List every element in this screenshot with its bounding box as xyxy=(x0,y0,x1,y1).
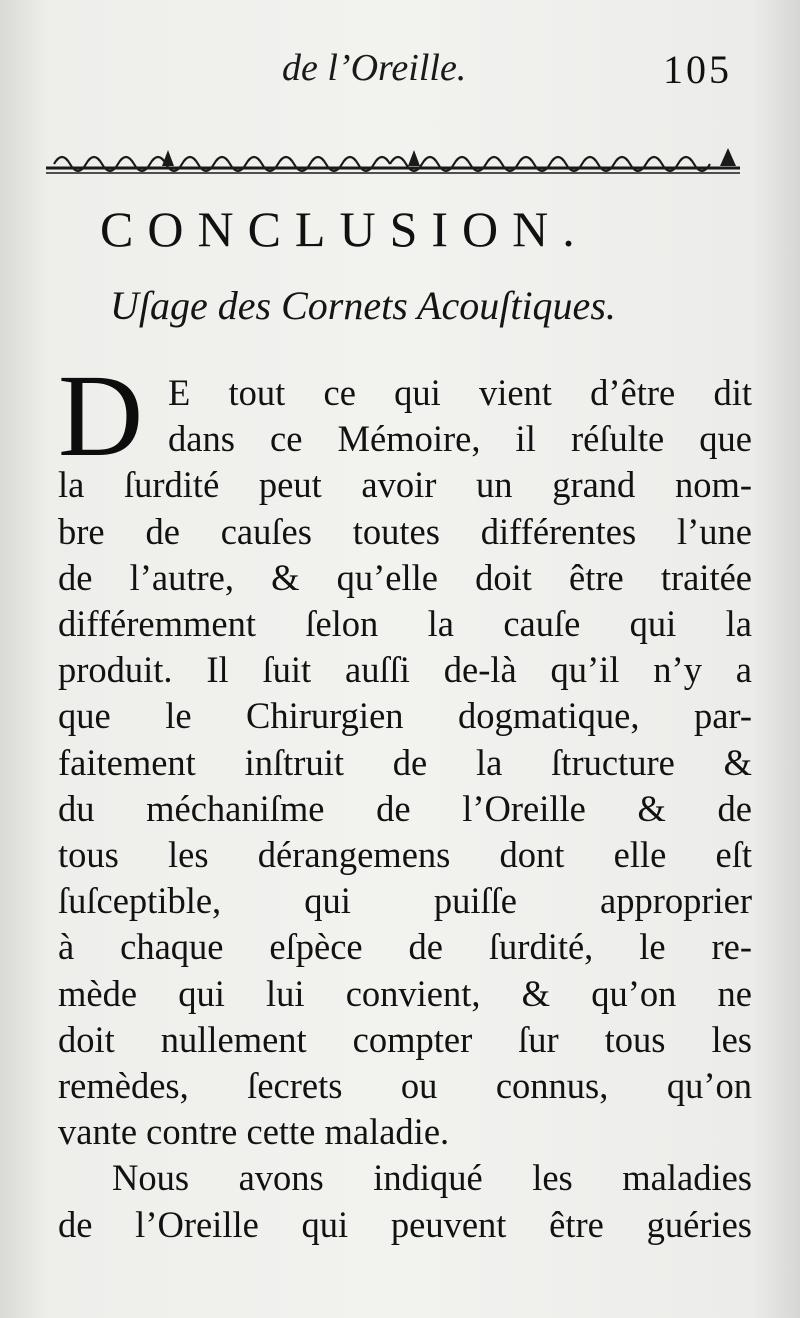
drop-cap-initial: D xyxy=(58,350,144,481)
text-line: produit. Il ſuit auſſi de-là qu’il n’y a xyxy=(58,649,752,691)
paragraph xyxy=(58,370,752,1155)
text-line: tous les dérangemens dont elle eſt xyxy=(58,834,752,876)
running-head: de l’Oreille. xyxy=(282,47,467,89)
page-number: 105 xyxy=(663,47,732,92)
text-line: faitement inſtruit de la ſtructure & xyxy=(58,741,752,783)
text-line: Nous avons indiqué les maladies xyxy=(112,1157,752,1199)
paragraph xyxy=(58,1155,752,1247)
text-line: doit nullement compter ſur tous les xyxy=(58,1018,752,1060)
text-line: mède qui lui convient, & qu’on ne xyxy=(58,972,752,1014)
text-line: de l’Oreille qui peuvent être guéries xyxy=(58,1203,752,1245)
section-subtitle: Uſage des Cornets Acouſtiques. xyxy=(110,283,616,328)
text-line: vante contre cette maladie. xyxy=(58,1111,450,1153)
text-line: bre de cauſes toutes différentes l’une xyxy=(58,510,752,552)
text-line: du méchaniſme de l’Oreille & de xyxy=(58,787,752,829)
text-line: remèdes, ſecrets ou connus, qu’on xyxy=(58,1065,752,1107)
text-line: à chaque eſpèce de ſurdité, le re- xyxy=(58,926,752,968)
text-line: E tout ce qui vient d’être dit xyxy=(168,372,752,413)
text-line: ſuſceptible, qui puiſſe approprier xyxy=(58,880,752,922)
text-line: dans ce Mémoire, il réſulte que xyxy=(168,418,752,460)
text-line: de l’autre, & qu’elle doit être traitée xyxy=(58,556,752,598)
body-text xyxy=(58,370,752,1248)
decorative-ornament-band xyxy=(44,146,742,176)
page-header xyxy=(0,46,800,106)
section-title: CONCLUSION. xyxy=(100,201,589,257)
text-line: que le Chirurgien dogmatique, par- xyxy=(58,695,752,737)
text-line: la ſurdité peut avoir un grand nom- xyxy=(58,464,752,506)
text-line: différemment ſelon la cauſe qui la xyxy=(58,603,752,645)
